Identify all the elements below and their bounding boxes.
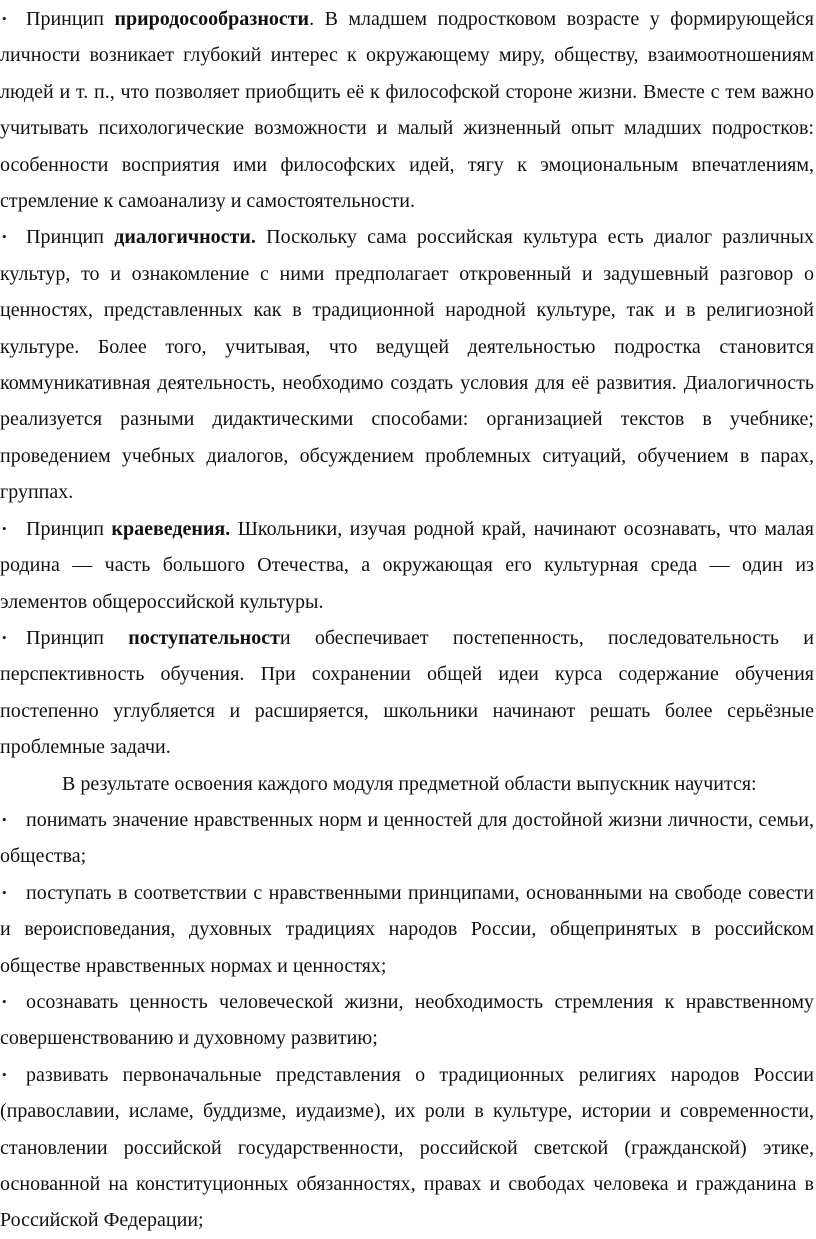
principle-lead: Принцип [26, 226, 115, 249]
outcome-text: развивать первоначальные представления о традиционных религиях народов России (православии, исламе, буддизме, иудаизме), их роли в культуре, истории и современности, становлении российской государственности, российской светской (гражданской) этике, основанной на конституционных обязанностях, правах и свободах человека и гражданина в Российской Федерации; [0, 1063, 814, 1232]
principle-item [0, 620, 814, 766]
outcome-text: осознавать ценность человеческой жизни, необходимость стремления к нравственному совершенствованию и духовному развитию; [0, 990, 814, 1050]
outcome-item [0, 1057, 814, 1239]
principle-item [0, 219, 814, 510]
bullet-icon: • [2, 11, 7, 26]
principle-text: . В младшем подростковом возрасте у формирующейся личности возникает глубокий интерес к окружающему миру, обществу, взаимоотношениям людей и т. п., что позволяет приобщить её к философской стороне жизни. Вместе с тем важно учитывать психологические возможности и малый жизненный опыт младших подростков: особенности восприятия ими философских идей, тягу к эмоциональным впечатлениям, стремление к самоанализу и самостоятельности. [0, 8, 814, 213]
principle-text: Школьники, изучая родной край, начинают осознавать, что малая родина — часть большого Отечества, а окружающая его культурная среда — один из элементов общероссийской культуры. [0, 517, 814, 613]
principle-term: природосообразности [114, 8, 310, 30]
principle-item [0, 511, 814, 620]
bullet-icon: • [2, 884, 7, 900]
principle-term: диалогичности. [114, 226, 256, 249]
bullet-icon: • [2, 629, 7, 645]
principle-text: Поскольку сама российская культура есть диалог различных культур, то и ознакомление с ними предполагает откровенный и задушевный разговор о ценностях, представленных как в традиционной народной культуре, так и в религиозной культуре. Более того, учитывая, что ведущей деятельностью подростка становится коммуникативная деятельность, необходимо создать условия для её развития. Диалогичность реализуется разными дидактическими способами: организацией текстов в учебнике; проведением учебных диалогов, обсуждением проблемных ситуаций, обучением в парах, группах. [0, 226, 814, 504]
outcomes-intro: В результате освоения каждого модуля предметной области выпускник научится: [62, 772, 757, 795]
bullet-icon: • [2, 229, 7, 245]
outcome-item [0, 875, 814, 984]
principle-item [0, 1, 814, 219]
principle-lead: Принцип [26, 626, 129, 649]
principle-text: обеспечивает постепенность, последовательность и перспективность обучения. При сохранении общей идеи курса содержание обучения постепенно углубляется и расширяется, школьники начинают решать более серьёзные проблемные задачи. [0, 626, 814, 759]
principle-term-suffix: и [279, 626, 291, 649]
bullet-icon: • [2, 520, 7, 536]
principle-lead: Принцип [26, 517, 112, 540]
outcome-text: поступать в соответствии с нравственными принципами, основанными на свободе совести и вероисповедания, духовных традициях народов России, общепринятых в российском обществе нравственных нормах и ценностях; [0, 881, 814, 977]
bullet-icon: • [2, 1066, 7, 1082]
bullet-icon: • [2, 993, 7, 1009]
outcome-item [0, 984, 814, 1057]
outcome-text: понимать значение нравственных норм и ценностей для достойной жизни личности, семьи, общества; [0, 808, 814, 868]
principle-term: краеведения. [111, 517, 231, 540]
principle-term: поступательност [128, 626, 280, 649]
principle-lead: Принцип [26, 8, 115, 30]
outcome-item [0, 802, 814, 875]
bullet-icon: • [2, 811, 7, 827]
